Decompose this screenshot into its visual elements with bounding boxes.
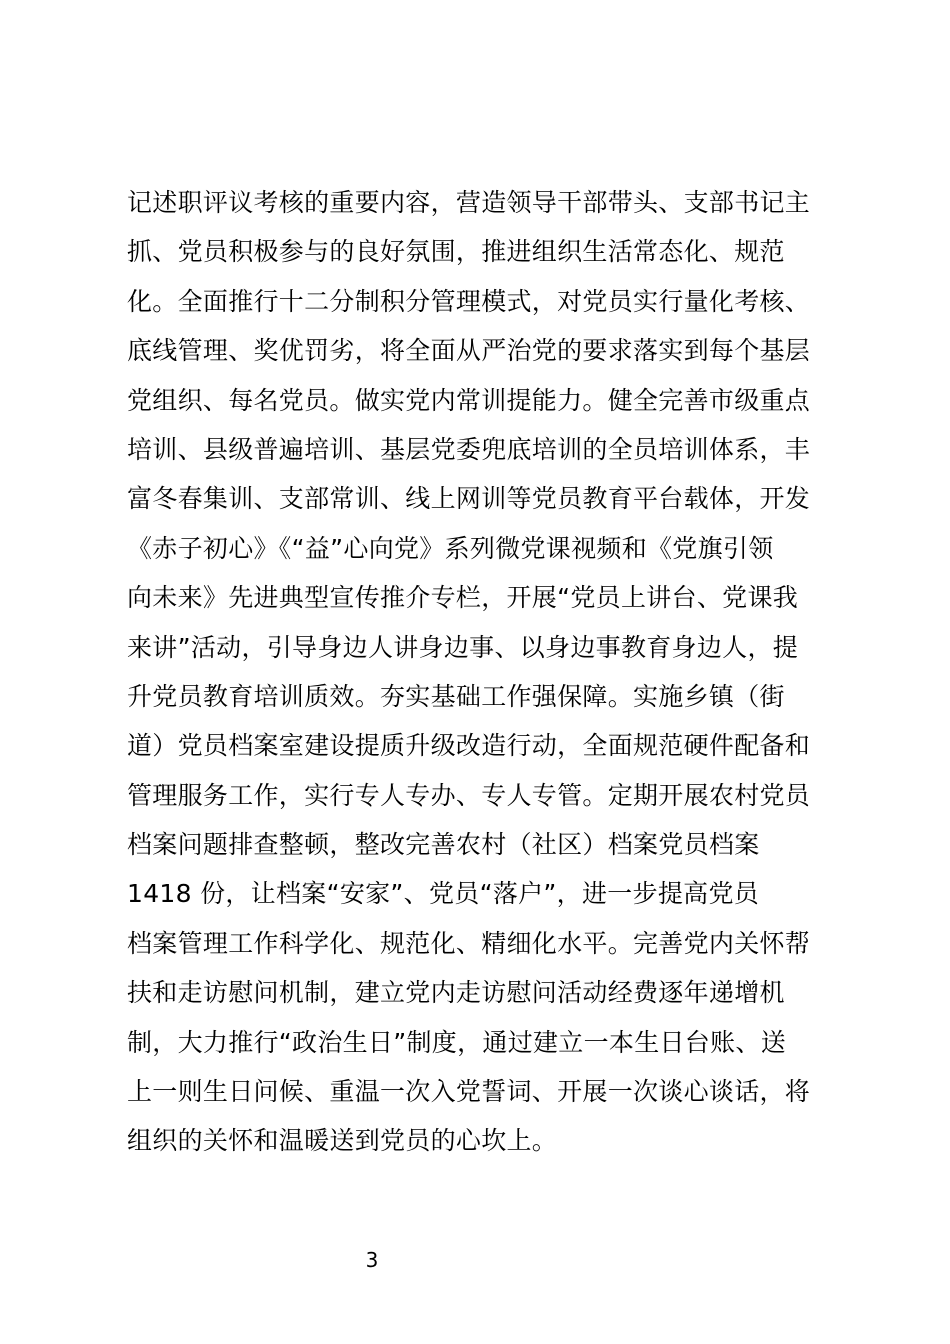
body-paragraph <box>127 178 837 1166</box>
text-line: 档案管理工作科学化、规范化、精细化水平。完善党内关怀帮 <box>127 928 811 958</box>
text-line: 制，大力推行“政治生日”制度，通过建立一本生日台账、送 <box>127 1027 787 1057</box>
text-line: 培训、县级普遍培训、基层党委兜底培训的全员培训体系，丰 <box>127 434 811 464</box>
text-line: 记述职评议考核的重要内容，营造领导干部带头、支部书记主 <box>127 188 811 217</box>
text-line: 管理服务工作，实行专人专办、专人专管。定期开展农村党员 <box>127 780 811 810</box>
text-line: 抓、党员积极参与的良好氛围，推进组织生活常态化、规范 <box>127 237 785 267</box>
text-line: 组织的关怀和温暖送到党员的心坎上。 <box>127 1126 558 1156</box>
text-line: 升党员教育培训质效。夯实基础工作强保障。实施乡镇（街 <box>127 681 785 711</box>
text-line: 底线管理、奖优罚劣，将全面从严治党的要求落实到每个基层 <box>127 336 811 366</box>
text-line: 向未来》先进典型宣传推介专栏，开展“党员上讲台、党课我 <box>127 583 799 613</box>
text-line: 1418 份，让档案“安家”、党员“落户”，进一步提高党员 <box>127 879 760 909</box>
text-line: 化。全面推行十二分制积分管理模式，对党员实行量化考核、 <box>127 286 811 316</box>
text-line: 富冬春集训、支部常训、线上网训等党员教育平台载体，开发 <box>127 484 811 514</box>
page-number: 3 <box>365 1248 379 1272</box>
text-line: 上一则生日问候、重温一次入党誓词、开展一次谈心谈话，将 <box>127 1077 811 1107</box>
text-line: 档案问题排查整顿，整改完善农村（社区）档案党员档案 <box>127 830 760 860</box>
text-line: 道）党员档案室建设提质升级改造行动，全面规范硬件配备和 <box>127 731 811 761</box>
text-line: 扶和走访慰问机制，建立党内走访慰问活动经费逐年递增机 <box>127 978 785 1008</box>
text-line: 《赤子初心》《“益”心向党》系列微党课视频和《党旗引领 <box>127 533 774 563</box>
text-line: 党组织、每名党员。做实党内常训提能力。健全完善市级重点 <box>127 385 811 415</box>
text-line: 来讲”活动，引导身边人讲身边事、以身边事教育身边人，提 <box>127 632 799 662</box>
